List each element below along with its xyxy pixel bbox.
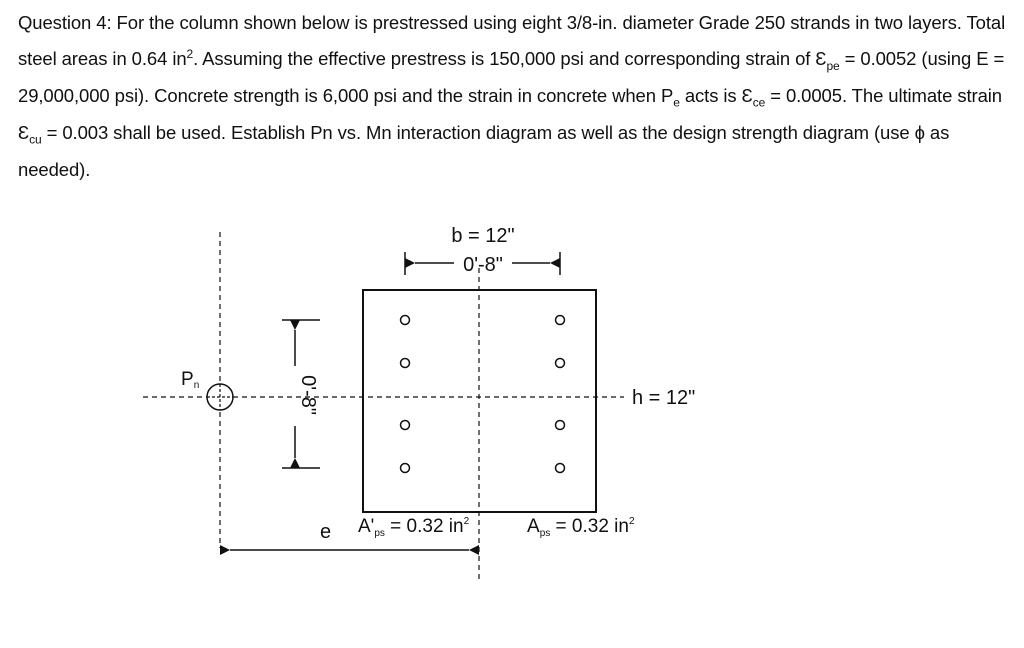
phi-symbol: ϕ (914, 122, 925, 144)
pn-label-sub: n (193, 380, 200, 391)
question-prefix: Question 4: For the column shown below is prestressed using eight 3/8-in. diameter Grade 250 strands in two layers. Total steel areas in 0.64 in (18, 12, 1006, 69)
strands-left-layer (401, 316, 410, 473)
strand (401, 464, 410, 473)
pn-label (181, 369, 199, 391)
aps-sup: 2 (628, 516, 635, 527)
strand (556, 359, 565, 368)
epsilon-symbol: Ɛ (18, 122, 30, 144)
aps-prime-sub: ps (374, 528, 385, 539)
epsilon-symbol: Ɛ (815, 47, 827, 69)
aps-sub: ps (539, 528, 551, 539)
area-superscript: 2 (186, 46, 194, 61)
subscript-e: e (673, 95, 680, 110)
aps-prime-value: = 0.32 in (384, 516, 464, 537)
pn-label-main: P (181, 369, 194, 390)
subscript-cu: cu (29, 132, 42, 147)
side-dimension-label: 0'-8" (297, 375, 319, 415)
strand (556, 421, 565, 430)
strands-right-layer (556, 316, 565, 473)
strand (401, 421, 410, 430)
question-text-2: . Assuming the effective prestress is 150,000 psi and corresponding strain of (193, 47, 816, 69)
aps-prime-sup: 2 (463, 516, 470, 527)
aps-value: = 0.32 in (550, 516, 629, 537)
tension-steel-area-label (527, 516, 635, 539)
top-dimension-label: 0'-8" (463, 254, 503, 276)
question-text-3: = 0.0052 (using E = 29,000,000 psi). Concrete strength is 6,000 psi and the strain in concrete when P (18, 47, 1005, 106)
compression-steel-area-label (358, 516, 470, 539)
strand (556, 316, 565, 325)
strand (556, 464, 565, 473)
width-label: b = 12" (451, 225, 515, 247)
question-text-6: = 0.003 shall be used. Establish Pn vs. Mn interaction diagram as well as the design strength diagram (use (41, 122, 915, 144)
question-text-5: = 0.0005. The ultimate strain (765, 84, 1002, 106)
question-text-4: acts is (679, 84, 742, 106)
subscript-pe: pe (826, 58, 840, 73)
question-text-7: as needed). (18, 122, 950, 181)
eccentricity-label: e (320, 521, 332, 543)
aps-main: A (527, 516, 540, 537)
strand (401, 359, 410, 368)
aps-prime-main: A' (358, 516, 375, 537)
strand (401, 316, 410, 325)
height-label: h = 12" (632, 387, 696, 409)
subscript-ce: ce (752, 95, 766, 110)
epsilon-symbol: Ɛ (741, 84, 753, 106)
